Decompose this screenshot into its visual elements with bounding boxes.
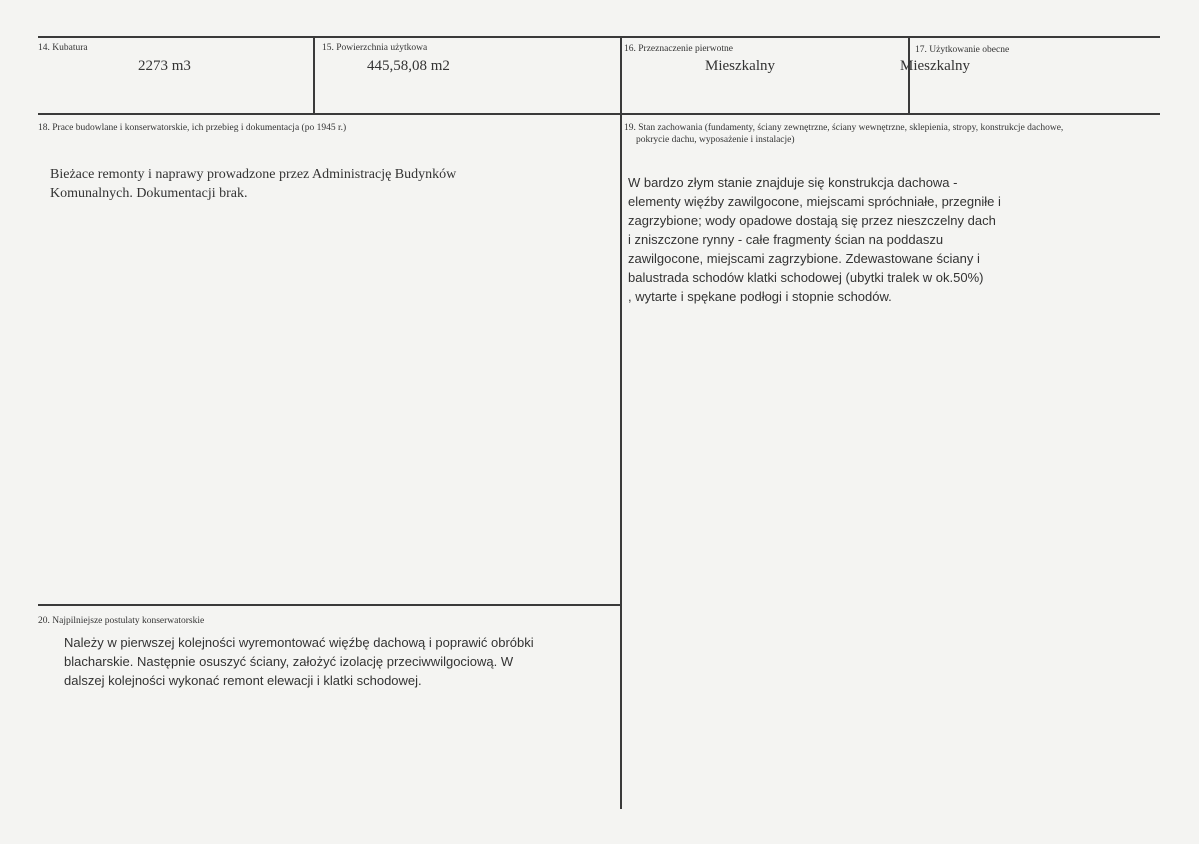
field-20-text [64, 633, 614, 690]
section-20-top-line [38, 604, 622, 606]
field-15-label: 15. Powierzchnia użytkowa [322, 43, 428, 53]
field-19-line: zagrzybione; wody opadowe dostają się przez nieszczelny dach [628, 213, 996, 228]
field-20-line: blacharskie. Następnie osuszyć ściany, założyć izolację przeciwwilgociową. W [64, 654, 514, 669]
field-18-text [50, 165, 610, 203]
field-20-line: Należy w pierwszej kolejności wyremontować więźbę dachową i poprawić obróbki [64, 635, 534, 650]
field-14-value: 2273 m3 [138, 58, 191, 74]
field-18-line: Bieżace remonty i naprawy prowadzone przez Administrację Budynków [50, 167, 457, 182]
field-16-label: 16. Przeznaczenie pierwotne [624, 44, 733, 54]
top-border-line [38, 36, 1160, 38]
field-18-label: 18. Prace budowlane i konserwatorskie, ich przebieg i dokumentacja (po 1945 r.) [38, 123, 347, 133]
field-18-line: Komunalnych. Dokumentacji brak. [50, 186, 248, 201]
divider-main-column [620, 36, 622, 809]
divider-14-15 [313, 36, 315, 114]
field-19-label-line: pokrycie dachu, wyposażenie i instalacje) [636, 135, 795, 145]
field-19-text [628, 173, 1153, 306]
field-17-value: Mieszkalny [900, 58, 970, 74]
field-16-value: Mieszkalny [705, 58, 775, 74]
divider-16-17 [908, 36, 910, 114]
field-19-line: W bardzo złym stanie znajduje się konstrukcja dachowa - [628, 175, 958, 190]
field-15-value: 445,58,08 m2 [367, 58, 450, 74]
field-19-label [624, 122, 1154, 146]
field-19-line: i zniszczone rynny - całe fragmenty ścian na poddaszu [628, 232, 944, 247]
field-19-line: , wytarte i spękane podłogi i stopnie schodów. [628, 289, 892, 304]
field-19-line: balustrada schodów klatki schodowej (ubytki tralek w ok.50%) [628, 270, 984, 285]
row-divider-line [38, 113, 1160, 115]
field-17-label: 17. Użytkowanie obecne [915, 45, 1010, 55]
field-20-label: 20. Najpilniejsze postulaty konserwatorskie [38, 616, 205, 626]
field-20-line: dalszej kolejności wykonać remont elewacji i klatki schodowej. [64, 673, 422, 688]
field-14-label: 14. Kubatura [38, 43, 88, 53]
field-19-line: zawilgocone, miejscami zagrzybione. Zdewastowane ściany i [628, 251, 980, 266]
field-19-label-line: 19. Stan zachowania (fundamenty, ściany zewnętrzne, ściany wewnętrzne, sklepienia, stropy, konstrukcje dachowe, [624, 123, 1064, 133]
field-19-line: elementy więźby zawilgocone, miejscami spróchniałe, przegniłe i [628, 194, 1001, 209]
